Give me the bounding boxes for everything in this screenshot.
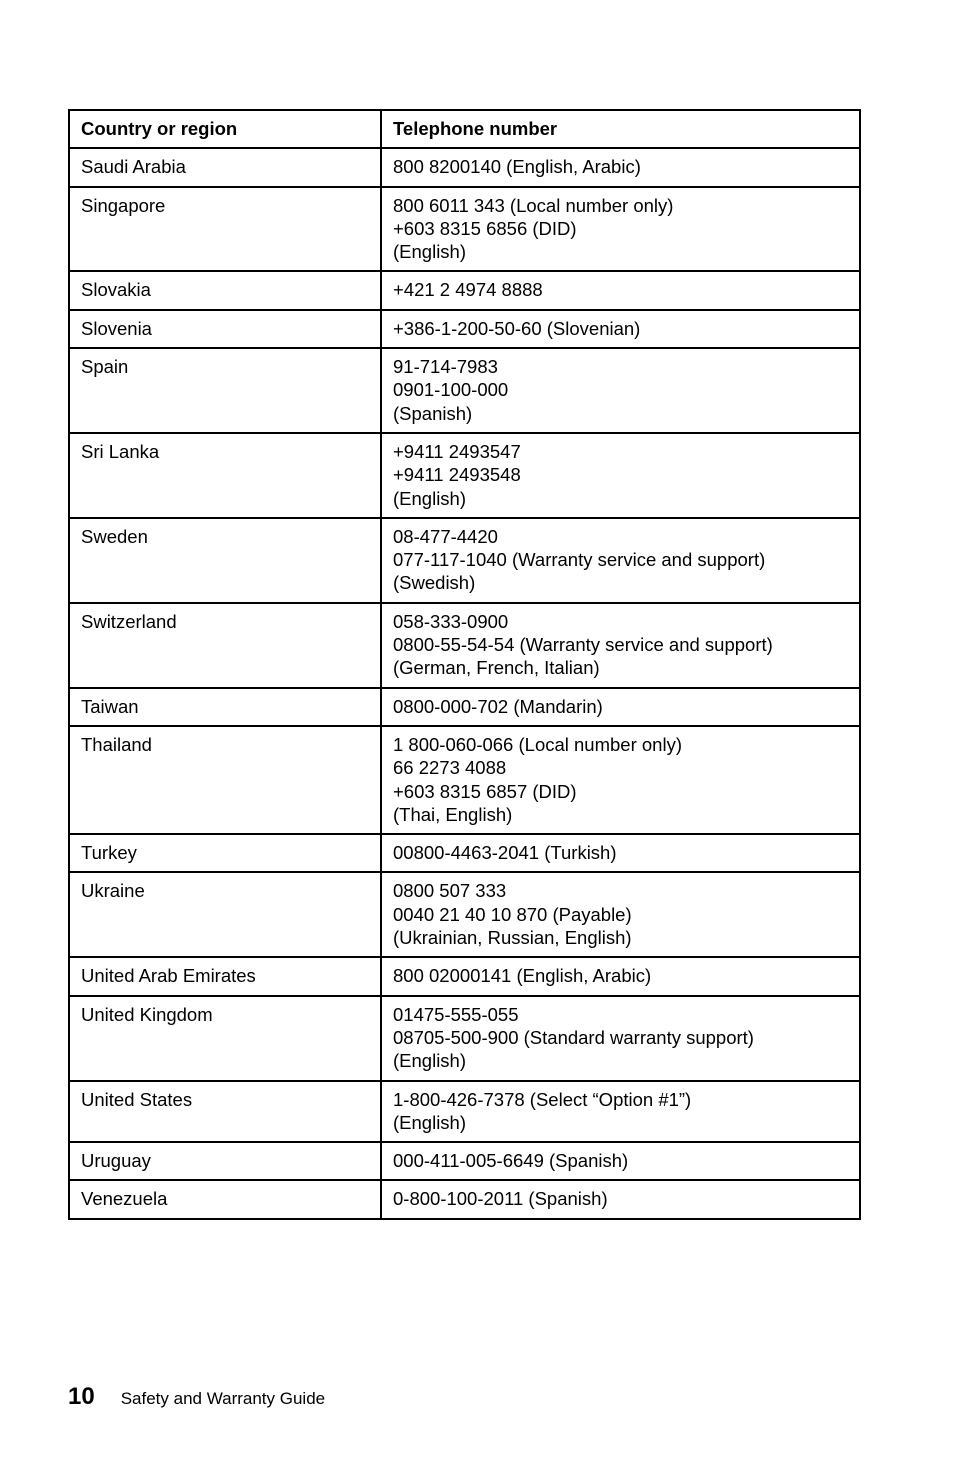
- phone-cell: [381, 348, 860, 433]
- phone-line: 1-800-426-7378 (Select “Option #1”): [393, 1088, 692, 1110]
- table-row: [69, 518, 860, 603]
- country-cell: United States: [69, 1081, 381, 1143]
- phone-line: +9411 2493548: [393, 464, 521, 486]
- phone-line: (English): [393, 1111, 466, 1133]
- phone-cell: [381, 1180, 860, 1218]
- phone-line: (English): [393, 487, 466, 509]
- table-row: [69, 1081, 860, 1143]
- table-row: [69, 433, 860, 518]
- column-header-phone: Telephone number: [381, 110, 860, 148]
- country-cell: Taiwan: [69, 688, 381, 726]
- country-cell: Saudi Arabia: [69, 148, 381, 186]
- table-body: [69, 148, 860, 1218]
- phone-line: 0800-000-702 (Mandarin): [393, 695, 603, 717]
- phone-cell: [381, 726, 860, 834]
- column-header-country: Country or region: [69, 110, 381, 148]
- country-cell: Spain: [69, 348, 381, 433]
- page-number: 10: [68, 1383, 95, 1410]
- phone-line: 800 02000141 (English, Arabic): [393, 965, 652, 987]
- table-row: [69, 310, 860, 348]
- phone-line: 0800-55-54-54 (Warranty service and support): [393, 634, 773, 656]
- footer-document-title: Safety and Warranty Guide: [120, 1389, 326, 1408]
- table-header-row: [69, 110, 860, 148]
- phone-line: 91-714-7983: [393, 356, 498, 378]
- phone-line: 66 2273 4088: [393, 757, 507, 779]
- phone-cell: [381, 1081, 860, 1143]
- table-row: [69, 1142, 860, 1180]
- country-cell: Thailand: [69, 726, 381, 834]
- table-row: [69, 996, 860, 1081]
- phone-cell: [381, 872, 860, 957]
- phone-cell: [381, 688, 860, 726]
- phone-line: 058-333-0900: [393, 610, 509, 632]
- table-row: [69, 603, 860, 688]
- phone-line: +421 2 4974 8888: [393, 279, 543, 301]
- table-row: [69, 834, 860, 872]
- phone-cell: [381, 1142, 860, 1180]
- phone-line: 01475-555-055: [393, 1003, 519, 1025]
- country-cell: Uruguay: [69, 1142, 381, 1180]
- country-cell: Slovenia: [69, 310, 381, 348]
- table-row: [69, 726, 860, 834]
- country-cell: Switzerland: [69, 603, 381, 688]
- phone-cell: [381, 834, 860, 872]
- phone-cell: [381, 433, 860, 518]
- phone-line: +603 8315 6857 (DID): [393, 780, 577, 802]
- phone-line: 800 8200140 (English, Arabic): [393, 156, 641, 178]
- phone-line: 00800-4463-2041 (Turkish): [393, 842, 617, 864]
- phone-line: (Spanish): [393, 402, 473, 424]
- table-row: [69, 348, 860, 433]
- phone-cell: [381, 310, 860, 348]
- phone-cell: [381, 957, 860, 995]
- phone-line: (English): [393, 1050, 466, 1072]
- phone-cell: [381, 996, 860, 1081]
- phone-line: +9411 2493547: [393, 440, 521, 462]
- country-cell: Slovakia: [69, 271, 381, 309]
- phone-line: (Ukrainian, Russian, English): [393, 927, 632, 949]
- phone-cell: [381, 187, 860, 272]
- phone-line: (Thai, English): [393, 803, 513, 825]
- country-cell: Singapore: [69, 187, 381, 272]
- phone-line: +603 8315 6856 (DID): [393, 217, 577, 239]
- page-footer: [68, 1383, 325, 1415]
- phone-line: 000-411-005-6649 (Spanish): [393, 1150, 629, 1172]
- country-cell: Turkey: [69, 834, 381, 872]
- phone-line: 0040 21 40 10 870 (Payable): [393, 903, 632, 925]
- phone-cell: [381, 271, 860, 309]
- phone-cell: [381, 148, 860, 186]
- phone-line: 0901-100-000: [393, 379, 509, 401]
- phone-cell: [381, 518, 860, 603]
- country-cell: Ukraine: [69, 872, 381, 957]
- phone-line: 1 800-060-066 (Local number only): [393, 733, 682, 755]
- phone-support-table: [68, 109, 861, 1220]
- country-cell: United Arab Emirates: [69, 957, 381, 995]
- table-row: [69, 187, 860, 272]
- country-cell: Sri Lanka: [69, 433, 381, 518]
- phone-line: 08-477-4420: [393, 525, 498, 547]
- table-row: [69, 688, 860, 726]
- table-row: [69, 1180, 860, 1218]
- phone-line: 0800 507 333: [393, 880, 507, 902]
- table-row: [69, 872, 860, 957]
- table-row: [69, 148, 860, 186]
- phone-cell: [381, 603, 860, 688]
- phone-line: 0-800-100-2011 (Spanish): [393, 1188, 608, 1210]
- country-cell: Sweden: [69, 518, 381, 603]
- country-cell: Venezuela: [69, 1180, 381, 1218]
- phone-line: 800 6011 343 (Local number only): [393, 194, 674, 216]
- phone-line: (Swedish): [393, 572, 476, 594]
- phone-line: (German, French, Italian): [393, 657, 600, 679]
- table-row: [69, 957, 860, 995]
- phone-line: +386-1-200-50-60 (Slovenian): [393, 317, 641, 339]
- table-row: [69, 271, 860, 309]
- phone-line: 077-117-1040 (Warranty service and support): [393, 549, 766, 571]
- phone-line: (English): [393, 241, 466, 263]
- country-cell: United Kingdom: [69, 996, 381, 1081]
- phone-line: 08705-500-900 (Standard warranty support): [393, 1026, 754, 1048]
